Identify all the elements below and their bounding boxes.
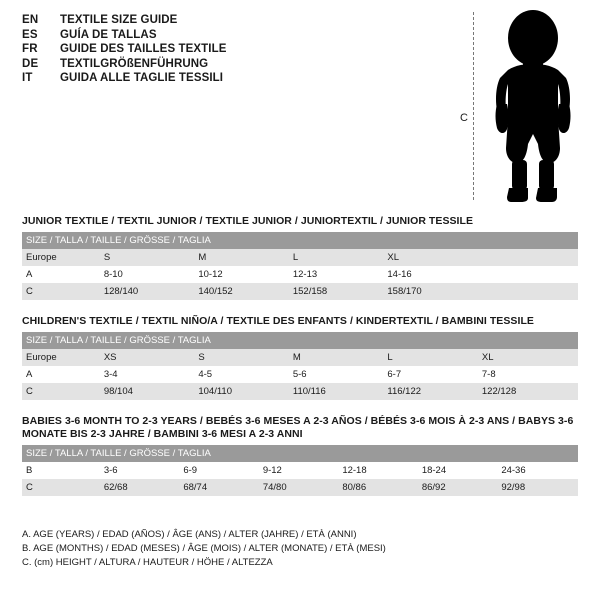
table-header-band — [22, 445, 578, 462]
cell-value: 8-10 — [100, 266, 195, 283]
cell-value: 86/92 — [418, 479, 498, 496]
table-header-label: SIZE / TALLA / TAILLE / GRÖSSE / TAGLIA — [22, 332, 578, 349]
column-size: M — [194, 249, 289, 266]
section-babies-textile — [22, 415, 578, 496]
language-row — [22, 72, 442, 84]
section-title: JUNIOR TEXTILE / TEXTIL JUNIOR / TEXTILE JUNIOR / JUNIORTEXTIL / JUNIOR TESSILE — [22, 215, 474, 227]
cell-value: 7-8 — [478, 366, 578, 383]
cell-value: 122/128 — [478, 383, 578, 400]
cell-value: 14-16 — [383, 266, 478, 283]
column-label: Europe — [22, 249, 100, 266]
column-size: L — [289, 249, 384, 266]
babies-size-table — [22, 445, 578, 496]
cell-value: 158/170 — [383, 283, 478, 300]
language-code: IT — [22, 72, 33, 84]
table-row — [22, 366, 578, 383]
language-title: GUIDA ALLE TAGLIE TESSILI — [60, 72, 224, 84]
legend-line-b: B. AGE (MONTHS) / EDAD (MESES) / ÂGE (MOIS) / ALTER (MONATE) / ETÀ (MESI) — [22, 543, 386, 554]
cell-value: 9-12 — [259, 462, 339, 479]
cell-value: 92/98 — [497, 479, 578, 496]
section-childrens-textile — [22, 315, 578, 400]
toddler-silhouette-icon — [478, 8, 588, 203]
table-header-label: SIZE / TALLA / TAILLE / GRÖSSE / TAGLIA — [22, 445, 578, 462]
row-label: A — [22, 366, 100, 383]
language-row — [22, 14, 442, 26]
cell-value: 116/122 — [383, 383, 478, 400]
language-row — [22, 29, 442, 41]
cell-value: 18-24 — [418, 462, 498, 479]
column-size: L — [383, 349, 478, 366]
cell-value: 12-18 — [338, 462, 418, 479]
cell-empty — [478, 283, 578, 300]
cell-value: 3-6 — [100, 462, 180, 479]
table-row — [22, 479, 578, 496]
cell-value: 62/68 — [100, 479, 180, 496]
cell-value: 68/74 — [179, 479, 259, 496]
table-row — [22, 266, 578, 283]
cell-value: 5-6 — [289, 366, 384, 383]
cell-value: 104/110 — [194, 383, 289, 400]
table-row-columns — [22, 249, 578, 266]
column-size: XL — [478, 349, 578, 366]
cell-value: 24-36 — [497, 462, 578, 479]
column-size: XL — [383, 249, 478, 266]
cell-value: 6-7 — [383, 366, 478, 383]
language-code: ES — [22, 28, 38, 41]
table-row — [22, 283, 578, 300]
legend-line-c: C. (cm) HEIGHT / ALTURA / HAUTEUR / HÖHE / ALTEZZA — [22, 557, 273, 568]
cell-value: 140/152 — [194, 283, 289, 300]
column-label: Europe — [22, 349, 100, 366]
cell-value: 12-13 — [289, 266, 384, 283]
measurement-dashed-line — [473, 12, 474, 200]
junior-size-table — [22, 232, 578, 300]
language-row — [22, 58, 442, 70]
row-label: A — [22, 266, 100, 283]
language-title: GUÍA DE TALLAS — [60, 28, 157, 41]
column-size: S — [100, 249, 195, 266]
table-row-columns — [22, 349, 578, 366]
row-label: B — [22, 462, 100, 479]
language-title: TEXTILGRÖßENFÜHRUNG — [60, 57, 209, 70]
height-measurement-figure — [440, 6, 590, 206]
language-title-block — [22, 14, 442, 87]
column-size: S — [194, 349, 289, 366]
cell-value: 128/140 — [100, 283, 195, 300]
cell-value: 152/158 — [289, 283, 384, 300]
language-title: TEXTILE SIZE GUIDE — [60, 14, 178, 26]
section-title: CHILDREN'S TEXTILE / TEXTIL NIÑO/A / TEXTILE DES ENFANTS / KINDERTEXTIL / BAMBINI TESSILE — [22, 315, 534, 327]
cell-value: 3-4 — [100, 366, 195, 383]
childrens-size-table — [22, 332, 578, 400]
table-header-band — [22, 232, 578, 249]
table-header-band — [22, 332, 578, 349]
cell-value: 6-9 — [179, 462, 259, 479]
cell-value: 98/104 — [100, 383, 195, 400]
cell-value: 4-5 — [194, 366, 289, 383]
measurement-label-c: C — [460, 112, 468, 124]
row-label: C — [22, 479, 100, 496]
language-title: GUIDE DES TAILLES TEXTILE — [60, 43, 227, 55]
cell-value: 74/80 — [259, 479, 339, 496]
cell-value: 80/86 — [338, 479, 418, 496]
column-size-empty — [478, 249, 578, 266]
section-title: BABIES 3-6 MONTH TO 2-3 YEARS / BEBÉS 3-6 MESES A 2-3 AÑOS / BÉBÉS 3-6 MOIS À 2-3 ANS / BABYS 3-6 MONATE BIS 2-3 JAHRE / BAMBINI 3-6 MESI A 2-3 ANNI — [22, 415, 574, 440]
row-label: C — [22, 283, 100, 300]
language-code: DE — [22, 57, 39, 70]
table-row — [22, 383, 578, 400]
cell-value: 10-12 — [194, 266, 289, 283]
row-label: C — [22, 383, 100, 400]
table-row — [22, 462, 578, 479]
table-header-label: SIZE / TALLA / TAILLE / GRÖSSE / TAGLIA — [22, 232, 578, 249]
language-code: EN — [22, 14, 39, 26]
cell-empty — [478, 266, 578, 283]
column-size: XS — [100, 349, 195, 366]
column-size: M — [289, 349, 384, 366]
language-row — [22, 43, 442, 55]
legend-line-a: A. AGE (YEARS) / EDAD (AÑOS) / ÂGE (ANS) / ALTER (JAHRE) / ETÀ (ANNI) — [22, 529, 357, 540]
language-code: FR — [22, 43, 38, 55]
section-junior-textile — [22, 215, 578, 300]
legend-block — [22, 528, 582, 570]
cell-value: 110/116 — [289, 383, 384, 400]
